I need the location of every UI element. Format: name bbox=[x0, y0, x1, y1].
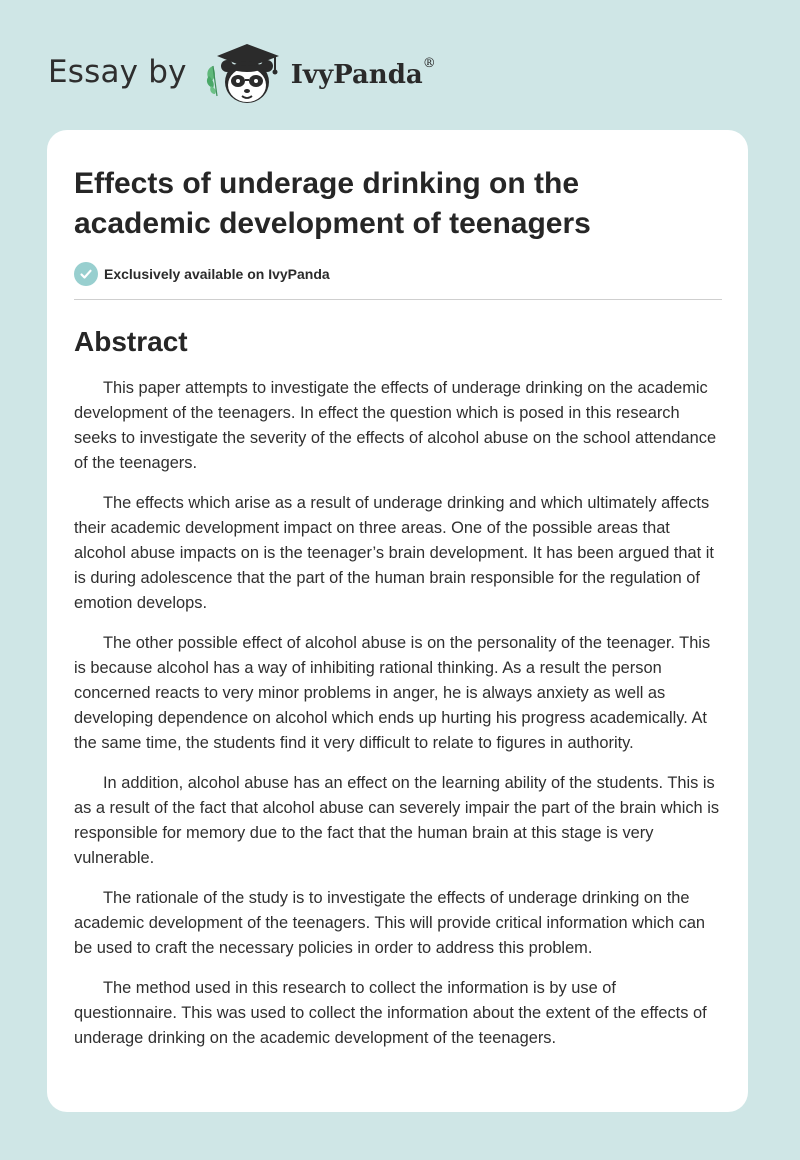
ivypanda-logo[interactable] bbox=[201, 36, 436, 112]
paragraph: The other possible effect of alcohol abuse is on the personality of the teenager. This is because alcohol has a way of inhibiting rational thinking. As a result the person concerned reacts to very minor problems in anger, he is always anxiety as well as developing dependence on alcohol which ends up hurting his progress academically. At the same time, the students find it very difficult to relate to figures in authority. bbox=[74, 634, 711, 752]
paragraph: The rationale of the study is to investigate the effects of underage drinking on the academic development of the teenagers. This will provide critical information which can be used to craft the necessary policies in order to address this problem. bbox=[74, 889, 706, 957]
essay-by-label: Essay by bbox=[48, 54, 187, 90]
paragraph: The method used in this research to collect the information is by use of questionnaire. This was used to collect the information about the extent of the effects of underage drinking on the academic development of the teenagers. bbox=[74, 979, 707, 1047]
site-header bbox=[48, 34, 436, 114]
panda-graduation-cap-icon bbox=[201, 36, 287, 112]
divider bbox=[74, 299, 722, 300]
paragraph: This paper attempts to investigate the effects of underage drinking on the academic development of the teenagers. In effect the question which is posed in this research seeks to investigate the severity of the effects of alcohol abuse on the school attendance of the teenagers. bbox=[74, 379, 717, 472]
essay-card bbox=[47, 130, 748, 1112]
section-heading-abstract: Abstract bbox=[74, 326, 188, 357]
checkmark-circle-icon bbox=[74, 262, 98, 286]
registered-mark: ® bbox=[422, 56, 436, 71]
essay-title: Effects of underage drinking on the academic development of teenagers bbox=[74, 167, 591, 240]
exclusive-badge-label: Exclusively available on IvyPanda bbox=[104, 266, 330, 282]
paragraph: In addition, alcohol abuse has an effect on the learning ability of the students. This is as a result of the fact that alcohol abuse can severely impair the part of the brain which is responsible for memory due to the fact that the human brain at this stage is very vulnerable. bbox=[74, 774, 720, 867]
ivypanda-wordmark: IvyPanda® bbox=[290, 56, 436, 90]
exclusive-badge bbox=[74, 262, 722, 286]
paragraph: The effects which arise as a result of underage drinking and which ultimately affects their academic development impact on three areas. One of the possible areas that alcohol abuse impacts on is the teenager’s brain development. It has been argued that it is during adolescence that the part of the human brain responsible for the regulation of emotion develops. bbox=[74, 494, 714, 612]
